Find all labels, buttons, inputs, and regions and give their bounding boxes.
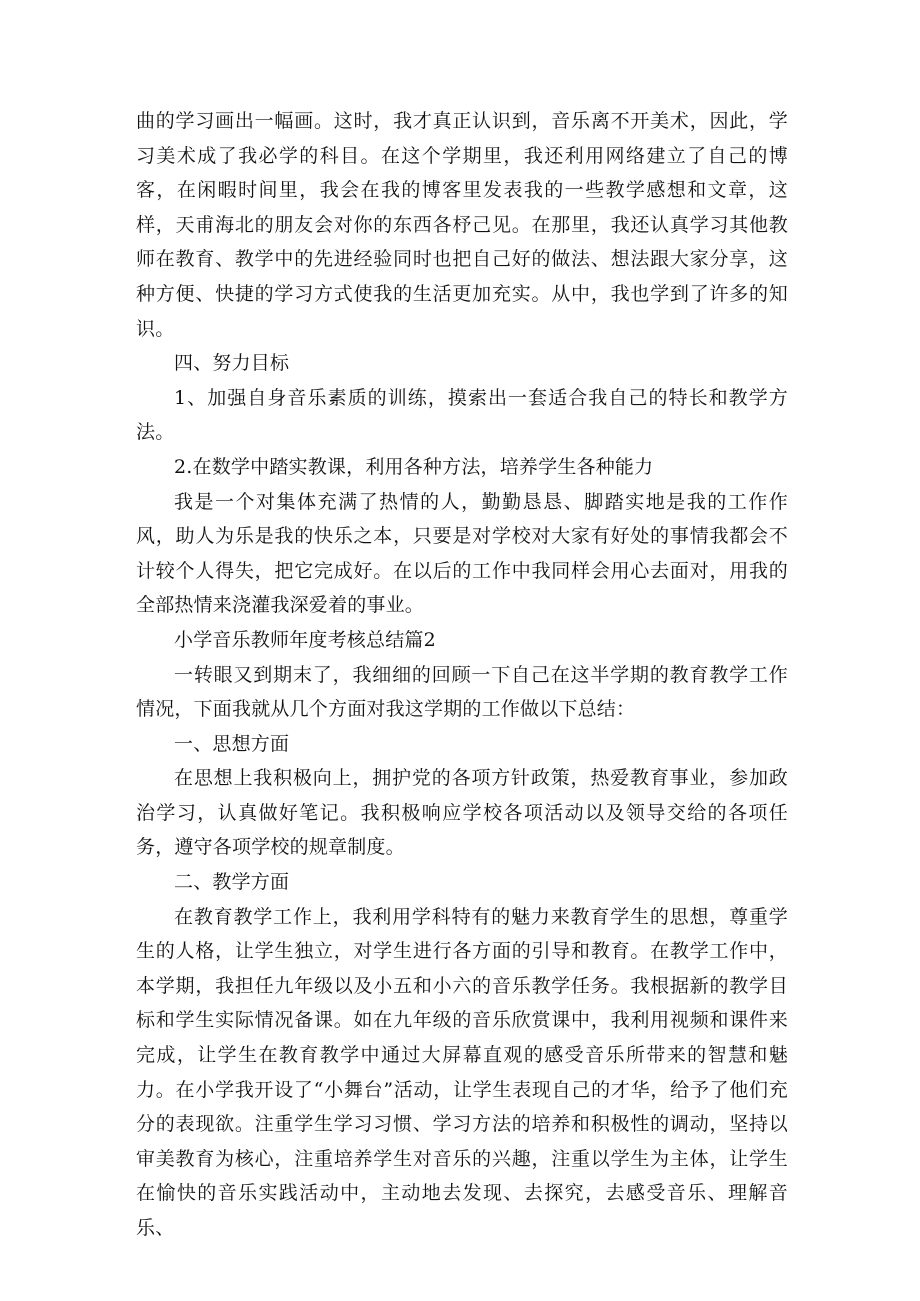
paragraph-teaching: 在教育教学工作上，我利用学科特有的魅力来教育学生的思想，尊重学生的人格，让学生独立，对学生进行各方面的引导和教育。在教学工作中，本学期，我担任九年级以及小五和小六的音乐教学任务。我根据新的教学目标和学生实际情况备课。如在九年级的音乐欣赏课中，我利用视频和课件来完成，让学生在教育教学中通过大屏幕直观的感受音乐所带来的智慧和魅力。在小学我开设了“小舞台”活动，让学生表现自己的才华，给予了他们充分的表现欲。注重学生学习习惯、学习方法的培养和积极性的调动，坚持以审美教育为核心，注重培养学生对音乐的兴趣，注重以学生为主体，让学生在愉快的音乐实践活动中，主动地去发现、去探究，去感受音乐、理解音乐、 [136,905,788,1239]
paragraph-continued: 曲的学习画出一幅画。这时，我才真正认识到，音乐离不开美术，因此，学习美术成了我必学的科目。在这个学期里，我还利用网络建立了自己的博客，在闲暇时间里，我会在我的博客里发表我的一些教学感想和文章，这样，天甫海北的朋友会对你的东西各杼己见。在那里，我还认真学习其他教师在教育、教学中的先进经验同时也把自己好的做法、想法跟大家分享，这种方便、快捷的学习方式使我的生活更加充实。从中，我也学到了许多的知识。 [136,110,788,340]
goal-item-2: 2.在数学中踏实教课，利用各种方法，培养学生各种能力 [174,455,654,478]
heading-ideology: 一、思想方面 [174,732,290,755]
paragraph-self-assessment: 我是一个对集体充满了热情的人，勤勤恳恳、脚踏实地是我的工作作风，助人为乐是我的快乐之本，只要是对学校对大家有好处的事情我都会不计较个人得失，把它完成好。在以后的工作中我同样会用心去面对，用我的全部热情来浇灌我深爱着的事业。 [136,490,788,617]
section-title-part2: 小学音乐教师年度考核总结篇2 [174,628,436,651]
document-page [136,104,788,1246]
goal-item-1: 1、加强自身音乐素质的训练，摸索出一套适合我自己的特长和教学方法。 [136,386,788,444]
paragraph-ideology: 在思想上我积极向上，拥护党的各项方针政策，热爱教育事业，参加政治学习，认真做好笔记。我积极响应学校各项活动以及领导交给的各项任务，遵守各项学校的规章制度。 [136,767,788,859]
heading-goals: 四、努力目标 [174,352,290,375]
heading-teaching: 二、教学方面 [174,871,290,894]
paragraph-intro: 一转眼又到期末了，我细细的回顾一下自己在这半学期的教育教学工作情况，下面我就从几个方面对我这学期的工作做以下总结： [136,663,788,721]
